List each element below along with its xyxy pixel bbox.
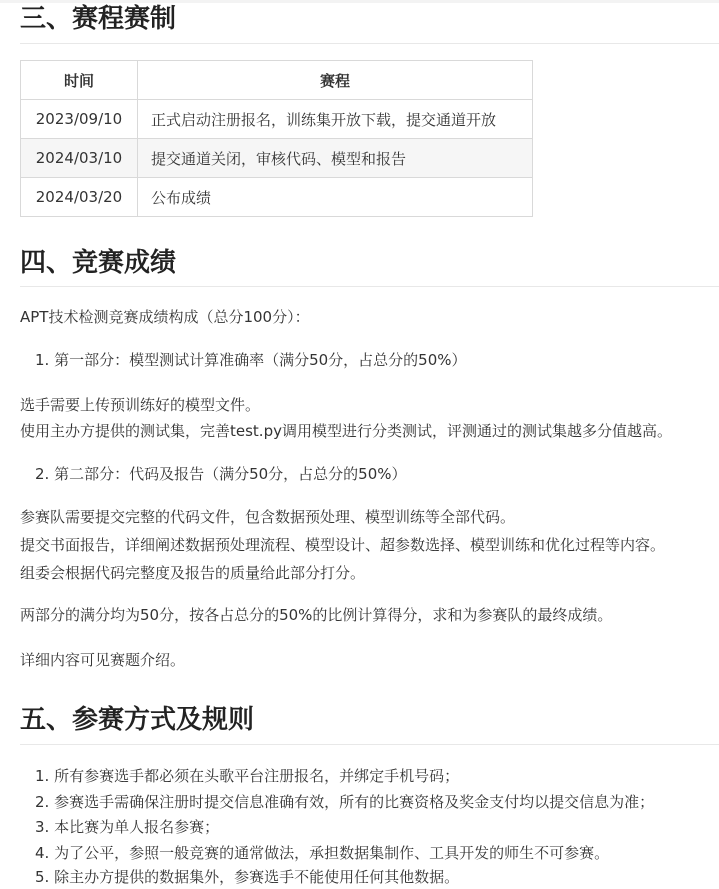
- score-intro: APT技术检测竞赛成绩构成（总分100分）：: [20, 308, 310, 326]
- table-cell-schedule: 提交通道关闭，审核代码、模型和报告: [138, 139, 533, 178]
- part-2-line: 组委会根据代码完整度及报告的质量给此部分打分。: [20, 564, 366, 582]
- table-row: [21, 100, 533, 139]
- table-row: [21, 178, 533, 217]
- score-summary: 两部分的满分均为50分，按各占总分的50%的比例计算得分，求和为参赛队的最终成绩。: [20, 606, 613, 624]
- table-header-time: 时间: [21, 61, 138, 100]
- part-2-line: 参赛队需要提交完整的代码文件，包含数据预处理、模型训练等全部代码。: [20, 508, 516, 526]
- section-4-heading: 四、竞赛成绩: [20, 248, 177, 278]
- table-cell-time: 2023/09/10: [21, 100, 138, 139]
- section-5-divider: [20, 744, 719, 745]
- rule-item: 3. 本比赛为单人报名参赛；: [35, 818, 220, 836]
- score-part-1: 1. 第一部分：模型测试计算准确率（满分50分，占总分的50%）: [35, 351, 467, 369]
- more-details: 详细内容可见赛题介绍。: [20, 651, 186, 669]
- table-header-row: [21, 61, 533, 100]
- part-1-line: 使用主办方提供的测试集，完善test.py调用模型进行分类测试，评测通过的测试集越多分值越高。: [20, 422, 672, 440]
- section-4-divider: [20, 286, 719, 287]
- table-row: [21, 139, 533, 178]
- table-cell-schedule: 正式启动注册报名，训练集开放下载，提交通道开放: [138, 100, 533, 139]
- rule-item: 2. 参赛选手需确保注册时提交信息准确有效，所有的比赛资格及奖金支付均以提交信息为准；: [35, 793, 655, 811]
- table-cell-time: 2024/03/20: [21, 178, 138, 217]
- score-part-2: 2. 第二部分：代码及报告（满分50分，占总分的50%）: [35, 465, 407, 483]
- rule-item: 5. 除主办方提供的数据集外，参赛选手不能使用任何其他数据。: [35, 868, 460, 886]
- table-cell-schedule: 公布成绩: [138, 178, 533, 217]
- rule-item: 1. 所有参赛选手都必须在头歌平台注册报名，并绑定手机号码；: [35, 767, 460, 785]
- part-2-line: 提交书面报告，详细阐述数据预处理流程、模型设计、超参数选择、模型训练和优化过程等内容。: [20, 536, 666, 554]
- section-3-heading: 三、赛程赛制: [20, 4, 177, 34]
- table-header-schedule: 赛程: [138, 61, 533, 100]
- table-cell-time: 2024/03/10: [21, 139, 138, 178]
- section-5-heading: 五、参赛方式及规则: [20, 705, 255, 735]
- rule-item: 4. 为了公平，参照一般竞赛的通常做法，承担数据集制作、工具开发的师生不可参赛。: [35, 844, 610, 862]
- section-3-divider: [20, 43, 719, 44]
- part-1-line: 选手需要上传预训练好的模型文件。: [20, 396, 261, 414]
- schedule-table: [20, 60, 533, 217]
